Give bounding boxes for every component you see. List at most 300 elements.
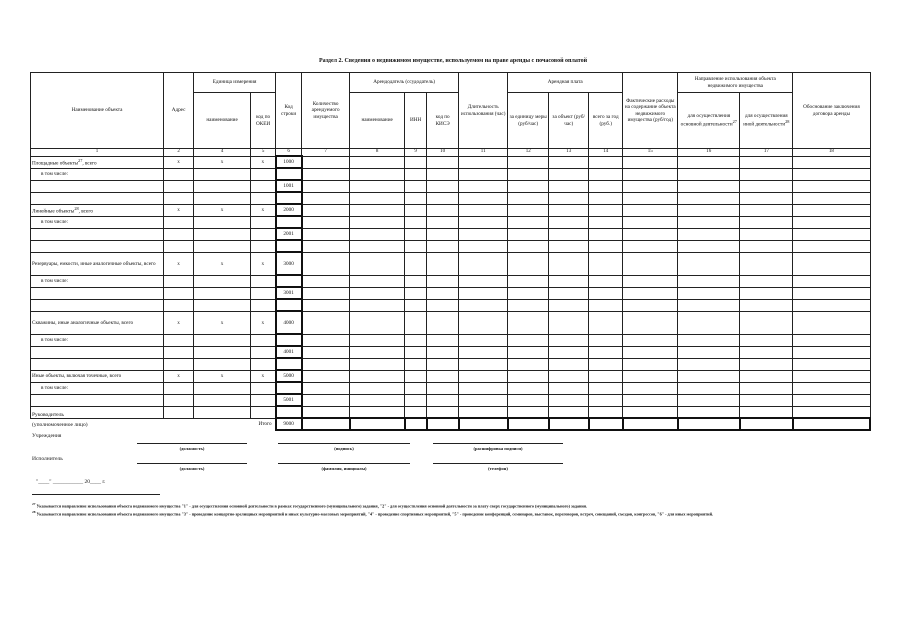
- table-cell[interactable]: [740, 275, 793, 287]
- table-cell[interactable]: [508, 252, 549, 275]
- table-cell[interactable]: [251, 406, 276, 418]
- table-cell[interactable]: [427, 299, 459, 311]
- table-cell[interactable]: [350, 216, 405, 228]
- table-cell[interactable]: [427, 156, 459, 168]
- table-cell[interactable]: [31, 287, 164, 299]
- table-cell[interactable]: [589, 252, 623, 275]
- table-cell[interactable]: [459, 192, 508, 204]
- table-cell[interactable]: [678, 204, 740, 216]
- total-cell[interactable]: [508, 418, 549, 430]
- table-cell[interactable]: [740, 358, 793, 370]
- table-cell[interactable]: [508, 299, 549, 311]
- table-cell[interactable]: [549, 299, 589, 311]
- table-cell[interactable]: [405, 252, 427, 275]
- table-cell[interactable]: [740, 299, 793, 311]
- table-cell[interactable]: [302, 168, 350, 180]
- executor-position-line[interactable]: [137, 463, 247, 464]
- table-cell[interactable]: [459, 334, 508, 346]
- table-cell[interactable]: [678, 240, 740, 252]
- table-cell[interactable]: [427, 192, 459, 204]
- table-cell[interactable]: [251, 394, 276, 406]
- table-cell[interactable]: [194, 228, 251, 240]
- table-cell[interactable]: [427, 287, 459, 299]
- table-cell[interactable]: [793, 311, 870, 334]
- table-cell[interactable]: [793, 240, 870, 252]
- table-cell[interactable]: [164, 216, 194, 228]
- table-cell[interactable]: [678, 358, 740, 370]
- table-cell[interactable]: [793, 382, 870, 394]
- table-cell[interactable]: [793, 180, 870, 192]
- table-cell[interactable]: [459, 240, 508, 252]
- table-cell[interactable]: [194, 240, 251, 252]
- table-cell[interactable]: [793, 216, 870, 228]
- table-cell[interactable]: [194, 275, 251, 287]
- table-cell[interactable]: [623, 382, 678, 394]
- table-cell[interactable]: [194, 406, 251, 418]
- table-cell[interactable]: [405, 204, 427, 216]
- table-cell[interactable]: [740, 204, 793, 216]
- table-cell[interactable]: [459, 311, 508, 334]
- table-cell[interactable]: [793, 358, 870, 370]
- table-cell[interactable]: [793, 156, 870, 168]
- table-cell[interactable]: [405, 180, 427, 192]
- table-cell[interactable]: [549, 216, 589, 228]
- table-cell[interactable]: [405, 334, 427, 346]
- table-cell[interactable]: [405, 394, 427, 406]
- table-cell[interactable]: [508, 394, 549, 406]
- table-cell[interactable]: [549, 192, 589, 204]
- table-cell[interactable]: [623, 334, 678, 346]
- table-cell[interactable]: [459, 394, 508, 406]
- table-cell[interactable]: [549, 311, 589, 334]
- table-cell[interactable]: [251, 299, 276, 311]
- total-cell[interactable]: [793, 418, 870, 430]
- table-cell[interactable]: [302, 252, 350, 275]
- table-cell[interactable]: [549, 252, 589, 275]
- table-cell[interactable]: [549, 406, 589, 418]
- total-cell[interactable]: [678, 418, 740, 430]
- table-cell[interactable]: [302, 156, 350, 168]
- table-cell[interactable]: [350, 275, 405, 287]
- table-cell[interactable]: [302, 216, 350, 228]
- total-cell[interactable]: [740, 418, 793, 430]
- table-cell[interactable]: [623, 406, 678, 418]
- table-cell[interactable]: [350, 358, 405, 370]
- table-cell[interactable]: [740, 216, 793, 228]
- table-cell[interactable]: [302, 346, 350, 358]
- table-cell[interactable]: [740, 334, 793, 346]
- table-cell[interactable]: [678, 370, 740, 382]
- table-cell[interactable]: [623, 180, 678, 192]
- table-cell[interactable]: [427, 334, 459, 346]
- table-cell[interactable]: [251, 346, 276, 358]
- table-cell[interactable]: [251, 216, 276, 228]
- table-cell[interactable]: [251, 192, 276, 204]
- table-cell[interactable]: [427, 204, 459, 216]
- table-cell[interactable]: [350, 370, 405, 382]
- table-cell[interactable]: [350, 156, 405, 168]
- table-cell[interactable]: [793, 204, 870, 216]
- table-cell[interactable]: [405, 228, 427, 240]
- table-cell[interactable]: [350, 168, 405, 180]
- table-cell[interactable]: [589, 394, 623, 406]
- table-cell[interactable]: [427, 228, 459, 240]
- table-cell[interactable]: [678, 192, 740, 204]
- table-cell[interactable]: [623, 204, 678, 216]
- table-cell[interactable]: [405, 370, 427, 382]
- table-cell[interactable]: [350, 204, 405, 216]
- table-cell[interactable]: [194, 346, 251, 358]
- table-cell[interactable]: [459, 346, 508, 358]
- table-cell[interactable]: [459, 228, 508, 240]
- table-cell[interactable]: [31, 240, 164, 252]
- table-cell[interactable]: [164, 287, 194, 299]
- table-cell[interactable]: [549, 346, 589, 358]
- table-cell[interactable]: [549, 382, 589, 394]
- table-cell[interactable]: [589, 240, 623, 252]
- table-cell[interactable]: [350, 382, 405, 394]
- table-cell[interactable]: [740, 287, 793, 299]
- table-cell[interactable]: [427, 180, 459, 192]
- table-cell[interactable]: [405, 240, 427, 252]
- table-cell[interactable]: [405, 382, 427, 394]
- table-cell[interactable]: [405, 168, 427, 180]
- table-cell[interactable]: [549, 358, 589, 370]
- table-cell[interactable]: [302, 311, 350, 334]
- table-cell[interactable]: [350, 192, 405, 204]
- table-cell[interactable]: [164, 382, 194, 394]
- table-cell[interactable]: [350, 406, 405, 418]
- table-cell[interactable]: [302, 299, 350, 311]
- table-cell[interactable]: [508, 334, 549, 346]
- table-cell[interactable]: [508, 370, 549, 382]
- table-cell[interactable]: [194, 168, 251, 180]
- table-cell[interactable]: [164, 334, 194, 346]
- table-cell[interactable]: [251, 358, 276, 370]
- table-cell[interactable]: [793, 228, 870, 240]
- table-cell[interactable]: [459, 204, 508, 216]
- table-cell[interactable]: [302, 406, 350, 418]
- table-cell[interactable]: [623, 394, 678, 406]
- table-cell[interactable]: [194, 299, 251, 311]
- table-cell[interactable]: [302, 287, 350, 299]
- table-cell[interactable]: [405, 156, 427, 168]
- table-cell[interactable]: [194, 358, 251, 370]
- table-cell[interactable]: [793, 370, 870, 382]
- table-cell[interactable]: [508, 204, 549, 216]
- table-cell[interactable]: [623, 216, 678, 228]
- table-cell[interactable]: [549, 204, 589, 216]
- table-cell[interactable]: [194, 394, 251, 406]
- table-cell[interactable]: [350, 299, 405, 311]
- table-cell[interactable]: [251, 275, 276, 287]
- table-cell[interactable]: [302, 192, 350, 204]
- table-cell[interactable]: [302, 370, 350, 382]
- table-cell[interactable]: [549, 275, 589, 287]
- table-cell[interactable]: [350, 346, 405, 358]
- table-cell[interactable]: [589, 180, 623, 192]
- table-cell[interactable]: [508, 156, 549, 168]
- table-cell[interactable]: [350, 252, 405, 275]
- table-cell[interactable]: [251, 228, 276, 240]
- table-cell[interactable]: [164, 168, 194, 180]
- table-cell[interactable]: [459, 382, 508, 394]
- table-cell[interactable]: [740, 346, 793, 358]
- table-cell[interactable]: [350, 311, 405, 334]
- table-cell[interactable]: [740, 394, 793, 406]
- table-cell[interactable]: [678, 394, 740, 406]
- table-cell[interactable]: [623, 240, 678, 252]
- table-cell[interactable]: [589, 192, 623, 204]
- executor-phone-line[interactable]: [433, 463, 563, 464]
- table-cell[interactable]: [302, 382, 350, 394]
- table-cell[interactable]: [427, 252, 459, 275]
- table-cell[interactable]: [302, 358, 350, 370]
- date-field[interactable]: "____" ___________ 20____ г.: [36, 479, 106, 485]
- table-cell[interactable]: [405, 311, 427, 334]
- table-cell[interactable]: [194, 180, 251, 192]
- table-cell[interactable]: [251, 240, 276, 252]
- table-cell[interactable]: [623, 370, 678, 382]
- table-cell[interactable]: [405, 192, 427, 204]
- table-cell[interactable]: [793, 346, 870, 358]
- table-cell[interactable]: [427, 358, 459, 370]
- table-cell[interactable]: [164, 346, 194, 358]
- table-cell[interactable]: [549, 168, 589, 180]
- table-cell[interactable]: [31, 358, 164, 370]
- table-cell[interactable]: [740, 406, 793, 418]
- table-cell[interactable]: [589, 204, 623, 216]
- total-cell[interactable]: [350, 418, 405, 430]
- table-cell[interactable]: [623, 228, 678, 240]
- table-cell[interactable]: [459, 406, 508, 418]
- table-cell[interactable]: [589, 228, 623, 240]
- table-cell[interactable]: [459, 275, 508, 287]
- table-cell[interactable]: [678, 382, 740, 394]
- table-cell[interactable]: [508, 287, 549, 299]
- table-cell[interactable]: [589, 156, 623, 168]
- table-cell[interactable]: [623, 252, 678, 275]
- table-cell[interactable]: [508, 382, 549, 394]
- table-cell[interactable]: [678, 168, 740, 180]
- table-cell[interactable]: [793, 394, 870, 406]
- table-cell[interactable]: [740, 180, 793, 192]
- table-cell[interactable]: [427, 394, 459, 406]
- table-cell[interactable]: [405, 358, 427, 370]
- total-cell[interactable]: [589, 418, 623, 430]
- table-cell[interactable]: [508, 311, 549, 334]
- table-cell[interactable]: [302, 228, 350, 240]
- table-cell[interactable]: [302, 204, 350, 216]
- table-cell[interactable]: [589, 346, 623, 358]
- table-cell[interactable]: [164, 240, 194, 252]
- table-cell[interactable]: [31, 299, 164, 311]
- total-cell[interactable]: [623, 418, 678, 430]
- table-cell[interactable]: [459, 370, 508, 382]
- table-cell[interactable]: [589, 382, 623, 394]
- table-cell[interactable]: [549, 370, 589, 382]
- executor-name-line[interactable]: [278, 463, 410, 464]
- table-cell[interactable]: [623, 287, 678, 299]
- position-line[interactable]: [137, 443, 247, 444]
- table-cell[interactable]: [302, 240, 350, 252]
- table-cell[interactable]: [678, 406, 740, 418]
- table-cell[interactable]: [740, 192, 793, 204]
- table-cell[interactable]: [678, 216, 740, 228]
- table-cell[interactable]: [589, 370, 623, 382]
- table-cell[interactable]: [405, 406, 427, 418]
- table-cell[interactable]: [793, 192, 870, 204]
- table-cell[interactable]: [459, 358, 508, 370]
- table-cell[interactable]: [427, 216, 459, 228]
- table-cell[interactable]: [427, 168, 459, 180]
- table-cell[interactable]: [251, 287, 276, 299]
- total-cell[interactable]: [427, 418, 459, 430]
- table-cell[interactable]: [678, 156, 740, 168]
- table-cell[interactable]: [589, 358, 623, 370]
- table-cell[interactable]: [508, 275, 549, 287]
- table-cell[interactable]: [405, 346, 427, 358]
- table-cell[interactable]: [623, 156, 678, 168]
- table-cell[interactable]: [589, 168, 623, 180]
- table-cell[interactable]: [164, 299, 194, 311]
- table-cell[interactable]: [164, 192, 194, 204]
- table-cell[interactable]: [623, 346, 678, 358]
- table-cell[interactable]: [459, 216, 508, 228]
- table-cell[interactable]: [589, 311, 623, 334]
- table-cell[interactable]: [251, 180, 276, 192]
- table-cell[interactable]: [678, 334, 740, 346]
- table-cell[interactable]: [194, 382, 251, 394]
- table-cell[interactable]: [508, 358, 549, 370]
- table-cell[interactable]: [459, 299, 508, 311]
- table-cell[interactable]: [427, 275, 459, 287]
- total-cell[interactable]: [549, 418, 589, 430]
- table-cell[interactable]: [164, 180, 194, 192]
- table-cell[interactable]: [427, 311, 459, 334]
- table-cell[interactable]: [350, 334, 405, 346]
- table-cell[interactable]: [549, 228, 589, 240]
- table-cell[interactable]: [678, 252, 740, 275]
- table-cell[interactable]: [549, 334, 589, 346]
- table-cell[interactable]: [589, 299, 623, 311]
- table-cell[interactable]: [589, 287, 623, 299]
- table-cell[interactable]: [508, 216, 549, 228]
- table-cell[interactable]: [31, 192, 164, 204]
- table-cell[interactable]: [427, 370, 459, 382]
- table-cell[interactable]: [405, 299, 427, 311]
- table-cell[interactable]: [589, 216, 623, 228]
- table-cell[interactable]: [740, 156, 793, 168]
- table-cell[interactable]: [678, 311, 740, 334]
- table-cell[interactable]: [427, 382, 459, 394]
- table-cell[interactable]: [623, 168, 678, 180]
- table-cell[interactable]: [678, 299, 740, 311]
- table-cell[interactable]: [251, 168, 276, 180]
- table-cell[interactable]: [549, 156, 589, 168]
- total-cell[interactable]: [405, 418, 427, 430]
- table-cell[interactable]: [350, 180, 405, 192]
- total-cell[interactable]: [459, 418, 508, 430]
- table-cell[interactable]: [164, 228, 194, 240]
- table-cell[interactable]: [740, 228, 793, 240]
- table-cell[interactable]: [459, 156, 508, 168]
- table-cell[interactable]: [793, 299, 870, 311]
- table-cell[interactable]: [678, 275, 740, 287]
- table-cell[interactable]: [793, 334, 870, 346]
- table-cell[interactable]: [405, 275, 427, 287]
- table-cell[interactable]: [793, 252, 870, 275]
- table-cell[interactable]: [405, 287, 427, 299]
- table-cell[interactable]: [589, 334, 623, 346]
- table-cell[interactable]: [31, 228, 164, 240]
- table-cell[interactable]: [549, 287, 589, 299]
- table-cell[interactable]: [459, 287, 508, 299]
- table-cell[interactable]: [31, 346, 164, 358]
- table-cell[interactable]: [508, 228, 549, 240]
- table-cell[interactable]: [793, 275, 870, 287]
- table-cell[interactable]: [623, 275, 678, 287]
- table-cell[interactable]: [508, 168, 549, 180]
- table-cell[interactable]: [194, 192, 251, 204]
- table-cell[interactable]: [678, 228, 740, 240]
- table-cell[interactable]: [302, 394, 350, 406]
- table-cell[interactable]: [508, 240, 549, 252]
- table-cell[interactable]: [459, 180, 508, 192]
- table-cell[interactable]: [164, 275, 194, 287]
- table-cell[interactable]: [589, 275, 623, 287]
- table-cell[interactable]: [302, 180, 350, 192]
- table-cell[interactable]: [350, 228, 405, 240]
- table-cell[interactable]: [31, 180, 164, 192]
- table-cell[interactable]: [623, 192, 678, 204]
- table-cell[interactable]: [194, 334, 251, 346]
- table-cell[interactable]: [31, 394, 164, 406]
- table-cell[interactable]: [549, 394, 589, 406]
- table-cell[interactable]: [740, 311, 793, 334]
- table-cell[interactable]: [405, 216, 427, 228]
- signature-line[interactable]: [278, 443, 410, 444]
- table-cell[interactable]: [740, 382, 793, 394]
- table-cell[interactable]: [589, 406, 623, 418]
- table-cell[interactable]: [459, 168, 508, 180]
- table-cell[interactable]: [678, 346, 740, 358]
- table-cell[interactable]: [623, 299, 678, 311]
- table-cell[interactable]: [549, 240, 589, 252]
- total-cell[interactable]: [302, 418, 350, 430]
- table-cell[interactable]: [549, 180, 589, 192]
- table-cell[interactable]: [740, 168, 793, 180]
- table-cell[interactable]: [508, 406, 549, 418]
- table-cell[interactable]: [194, 216, 251, 228]
- table-cell[interactable]: [508, 192, 549, 204]
- table-cell[interactable]: [251, 382, 276, 394]
- table-cell[interactable]: [164, 358, 194, 370]
- table-cell[interactable]: [164, 406, 194, 418]
- table-cell[interactable]: [740, 370, 793, 382]
- table-cell[interactable]: [678, 287, 740, 299]
- signature-decode-line[interactable]: [433, 443, 563, 444]
- table-cell[interactable]: [251, 334, 276, 346]
- table-cell[interactable]: [194, 287, 251, 299]
- table-cell[interactable]: [164, 394, 194, 406]
- table-cell[interactable]: [508, 180, 549, 192]
- table-cell[interactable]: [793, 168, 870, 180]
- table-cell[interactable]: [350, 394, 405, 406]
- table-cell[interactable]: [459, 252, 508, 275]
- table-cell[interactable]: [508, 346, 549, 358]
- table-cell[interactable]: [678, 180, 740, 192]
